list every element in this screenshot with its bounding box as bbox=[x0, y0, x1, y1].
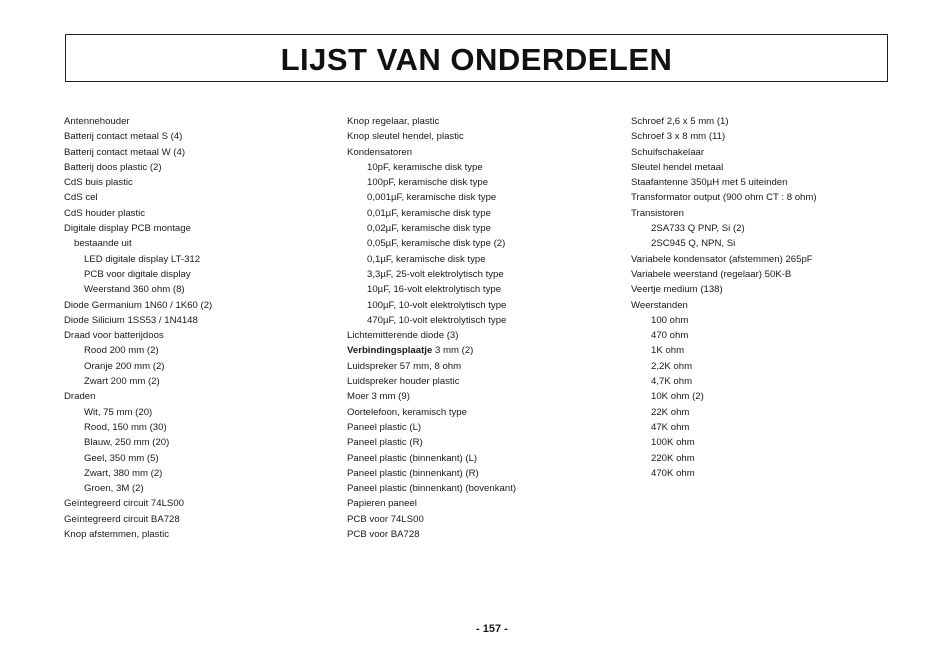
parts-list-item-suffix: 3 mm (2) bbox=[432, 345, 474, 357]
parts-list-item-text: 0,001µF, keramische disk type bbox=[367, 192, 497, 204]
parts-list-item bbox=[64, 374, 212, 389]
parts-list-item bbox=[631, 267, 817, 282]
parts-list-item-text: Draad voor batterijdoos bbox=[64, 330, 164, 342]
parts-list-item bbox=[347, 481, 516, 496]
parts-list-item bbox=[347, 175, 516, 190]
parts-list-item-text: Digitale display PCB montage bbox=[64, 223, 191, 235]
parts-list-item-text: PCB voor BA728 bbox=[347, 529, 420, 541]
parts-list-item bbox=[64, 359, 212, 374]
parts-list-item-text: 47K ohm bbox=[651, 421, 690, 433]
parts-list-item bbox=[347, 313, 516, 328]
parts-list-item bbox=[631, 405, 817, 420]
parts-list-item bbox=[347, 496, 516, 511]
parts-list-item-text: 0,01µF, keramische disk type bbox=[367, 207, 491, 219]
parts-list-item-text: Batterij contact metaal W (4) bbox=[64, 146, 186, 158]
parts-list-item bbox=[64, 129, 212, 144]
parts-list-item bbox=[347, 298, 516, 313]
parts-list-item-text: Verbindingsplaatje bbox=[347, 345, 433, 357]
parts-list-item-text: Rood 200 mm (2) bbox=[84, 345, 159, 357]
parts-list-item-text: PCB voor 74LS00 bbox=[347, 513, 424, 525]
parts-list-item bbox=[64, 466, 212, 481]
parts-list-item bbox=[347, 252, 516, 267]
parts-list-item bbox=[631, 313, 817, 328]
parts-list-item bbox=[64, 481, 212, 496]
parts-column-1 bbox=[64, 114, 212, 542]
parts-list-item-text: 100µF, 10-volt elektrolytisch type bbox=[367, 299, 507, 311]
parts-list-item bbox=[631, 451, 817, 466]
parts-list-item-text: Moer 3 mm (9) bbox=[347, 391, 410, 403]
parts-list-item bbox=[347, 221, 516, 236]
parts-list-item bbox=[631, 190, 817, 205]
parts-list-item-text: Paneel plastic (L) bbox=[347, 421, 422, 433]
parts-list-item bbox=[347, 282, 516, 297]
parts-list-item bbox=[631, 374, 817, 389]
parts-list-item-text: Oortelefoon, keramisch type bbox=[347, 406, 467, 418]
parts-list-item-text: 2SC945 Q, NPN, Si bbox=[651, 238, 736, 250]
parts-list-item bbox=[347, 420, 516, 435]
parts-list-item bbox=[347, 129, 516, 144]
parts-list-item-text: PCB voor digitale display bbox=[84, 268, 191, 280]
parts-list-item-text: Antennehouder bbox=[64, 116, 130, 127]
parts-list-item bbox=[64, 282, 212, 297]
parts-list-item-text: Knop afstemmen, plastic bbox=[64, 529, 170, 541]
parts-list-item-text: Knop sleutel hendel, plastic bbox=[347, 131, 464, 143]
parts-list-item bbox=[631, 359, 817, 374]
parts-list-item bbox=[347, 206, 516, 221]
parts-list-item bbox=[347, 374, 516, 389]
parts-list-item-text: Weerstanden bbox=[631, 299, 688, 311]
page-title: LIJST VAN ONDERDELEN bbox=[280, 42, 673, 77]
parts-list-item-text: Variabele weerstand (regelaar) 50K-B bbox=[631, 268, 792, 280]
parts-list-item-text: 10K ohm (2) bbox=[651, 391, 704, 403]
parts-list-item-text: Variabele kondensator (afstemmen) 265pF bbox=[631, 253, 813, 265]
parts-list-item bbox=[64, 114, 212, 129]
parts-list-item bbox=[631, 114, 817, 129]
parts-list-item bbox=[347, 236, 516, 251]
parts-list-item bbox=[64, 175, 212, 190]
parts-list-item-text: Papieren paneel bbox=[347, 498, 417, 510]
parts-list-item bbox=[64, 420, 212, 435]
parts-list-item-text: Schroef 2,6 x 5 mm (1) bbox=[631, 116, 729, 127]
parts-list-item bbox=[347, 451, 516, 466]
parts-list-item bbox=[347, 359, 516, 374]
parts-list-item bbox=[631, 298, 817, 313]
parts-list-item-text: Transformator output (900 ohm CT : 8 ohm) bbox=[631, 192, 817, 204]
parts-list-item-text: Weerstand 360 ohm (8) bbox=[84, 284, 185, 296]
parts-list-item-text: Batterij contact metaal S (4) bbox=[64, 131, 183, 143]
parts-list-item-text: Luidspreker houder plastic bbox=[347, 376, 460, 388]
parts-list-item bbox=[64, 328, 212, 343]
parts-list-item-text: Wit, 75 mm (20) bbox=[84, 406, 153, 418]
parts-list-item-text: Paneel plastic (binnenkant) (bovenkant) bbox=[347, 483, 517, 495]
parts-list-item bbox=[631, 221, 817, 236]
title-box bbox=[65, 34, 888, 82]
parts-list-item bbox=[347, 405, 516, 420]
parts-list-item-text: Geel, 350 mm (5) bbox=[84, 452, 159, 464]
parts-list-item bbox=[631, 328, 817, 343]
parts-list-item-text: 100 ohm bbox=[651, 314, 689, 326]
parts-list-item-text: 470µF, 10-volt elektrolytisch type bbox=[367, 314, 507, 326]
parts-list-item-text: 4,7K ohm bbox=[651, 376, 693, 388]
parts-list-item-text: Paneel plastic (binnenkant) (R) bbox=[347, 467, 479, 479]
parts-list-item-text: 0,1µF, keramische disk type bbox=[367, 253, 486, 265]
parts-list-item-text: 470 ohm bbox=[651, 330, 689, 342]
parts-list-item bbox=[64, 145, 212, 160]
parts-list-item-text: Rood, 150 mm (30) bbox=[84, 421, 167, 433]
parts-list-item bbox=[631, 129, 817, 144]
parts-list-item-text: 0,02µF, keramische disk type bbox=[367, 223, 491, 235]
parts-list-item-text: Groen, 3M (2) bbox=[84, 483, 144, 495]
parts-list-item-text: Geïntegreerd circuit 74LS00 bbox=[64, 498, 184, 510]
parts-list-item-text: CdS buis plastic bbox=[64, 177, 133, 189]
parts-list-item bbox=[64, 221, 212, 236]
parts-list-item-text: Geïntegreerd circuit BA728 bbox=[64, 513, 180, 525]
parts-list-item bbox=[631, 282, 817, 297]
parts-list-item-text: 3,3µF, 25-volt elektrolytisch type bbox=[367, 268, 504, 280]
parts-list-item bbox=[64, 512, 212, 527]
parts-list-item-text: Zwart, 380 mm (2) bbox=[84, 467, 163, 479]
parts-list-item bbox=[64, 206, 212, 221]
parts-list-item bbox=[64, 160, 212, 175]
parts-list-item bbox=[64, 267, 212, 282]
parts-list-item bbox=[347, 114, 516, 129]
parts-list-item-text: Diode Silicium 1SS53 / 1N4148 bbox=[64, 314, 198, 326]
parts-list-item bbox=[631, 343, 817, 358]
parts-list-item bbox=[347, 267, 516, 282]
parts-list-item bbox=[347, 466, 516, 481]
parts-list-item bbox=[347, 527, 516, 542]
parts-list-item bbox=[64, 236, 212, 251]
parts-list-item bbox=[64, 389, 212, 404]
parts-list-item-text: 100pF, keramische disk type bbox=[367, 177, 489, 189]
parts-list-item-text: Schuifschakelaar bbox=[631, 146, 705, 158]
parts-list-item-text: Luidspreker 57 mm, 8 ohm bbox=[347, 360, 462, 372]
parts-list-item-text: Sleutel hendel metaal bbox=[631, 161, 724, 173]
page-number: - 157 - bbox=[476, 623, 508, 635]
parts-list-item bbox=[347, 512, 516, 527]
parts-list-item-text: Blauw, 250 mm (20) bbox=[84, 437, 170, 449]
parts-list-item-text: Kondensatoren bbox=[347, 146, 413, 158]
parts-list-item-text: Staafantenne 350µH met 5 uiteinden bbox=[631, 177, 788, 189]
parts-list-item bbox=[347, 343, 516, 358]
parts-list-item-text: 10µF, 16-volt elektrolytisch type bbox=[367, 284, 502, 296]
parts-list-item bbox=[631, 466, 817, 481]
parts-list-item-text: 100K ohm bbox=[651, 437, 695, 449]
parts-list-item bbox=[64, 435, 212, 450]
parts-list-item bbox=[631, 160, 817, 175]
parts-list-item-text: Transistoren bbox=[631, 207, 684, 219]
parts-list-item bbox=[631, 236, 817, 251]
parts-list-item bbox=[631, 435, 817, 450]
parts-list-item-text: Batterij doos plastic (2) bbox=[64, 161, 162, 173]
parts-list-item bbox=[64, 527, 212, 542]
parts-list-item bbox=[347, 435, 516, 450]
parts-list-item-text: Zwart 200 mm (2) bbox=[84, 376, 160, 388]
parts-list-item-text: Schroef 3 x 8 mm (11) bbox=[631, 131, 726, 143]
parts-list-item-text: Paneel plastic (R) bbox=[347, 437, 423, 449]
parts-list-item-text: Draden bbox=[64, 391, 96, 403]
parts-list-item bbox=[347, 190, 516, 205]
parts-list-item-text: Veertje medium (138) bbox=[631, 284, 723, 296]
parts-list-item bbox=[64, 252, 212, 267]
parts-list-item-text: 220K ohm bbox=[651, 452, 695, 464]
parts-list-item-text: 10pF, keramische disk type bbox=[367, 161, 483, 173]
parts-list-item bbox=[64, 298, 212, 313]
parts-list-item-text: Lichtemitterende diode (3) bbox=[347, 330, 459, 342]
parts-list-item-text: 470K ohm bbox=[651, 467, 695, 479]
parts-list-item bbox=[631, 206, 817, 221]
parts-list-item-text: CdS houder plastic bbox=[64, 207, 146, 219]
parts-list-item bbox=[347, 389, 516, 404]
parts-list-item-text: 22K ohm bbox=[651, 406, 690, 418]
parts-list-item bbox=[631, 145, 817, 160]
parts-list-item bbox=[631, 175, 817, 190]
parts-list-item bbox=[64, 496, 212, 511]
parts-list-item-text: bestaande uit bbox=[74, 238, 132, 250]
parts-list-item bbox=[631, 420, 817, 435]
parts-list-item-text: 0,05µF, keramische disk type (2) bbox=[367, 238, 506, 250]
parts-list-item bbox=[347, 328, 516, 343]
parts-list-item-text: LED digitale display LT-312 bbox=[84, 253, 201, 265]
parts-list-item bbox=[64, 343, 212, 358]
parts-list-item-text: 2,2K ohm bbox=[651, 360, 693, 372]
parts-list-item bbox=[631, 389, 817, 404]
parts-list-item-text: CdS cel bbox=[64, 192, 98, 204]
parts-list-item-text: Oranje 200 mm (2) bbox=[84, 360, 165, 372]
parts-list-item-text: Paneel plastic (binnenkant) (L) bbox=[347, 452, 478, 464]
parts-list-item-text: Diode Germanium 1N60 / 1K60 (2) bbox=[64, 299, 213, 311]
parts-list-item bbox=[347, 145, 516, 160]
parts-list-item bbox=[347, 160, 516, 175]
parts-list-item bbox=[64, 405, 212, 420]
parts-column-2 bbox=[347, 114, 516, 542]
parts-column-3 bbox=[631, 114, 817, 481]
parts-list-item bbox=[64, 190, 212, 205]
parts-list-item bbox=[631, 252, 817, 267]
parts-list-item-text: 1K ohm bbox=[651, 345, 685, 357]
parts-list-item-text: Knop regelaar, plastic bbox=[347, 116, 440, 127]
parts-list-item bbox=[64, 313, 212, 328]
parts-list-item-text: 2SA733 Q PNP, Si (2) bbox=[651, 223, 745, 235]
parts-list-item bbox=[64, 451, 212, 466]
